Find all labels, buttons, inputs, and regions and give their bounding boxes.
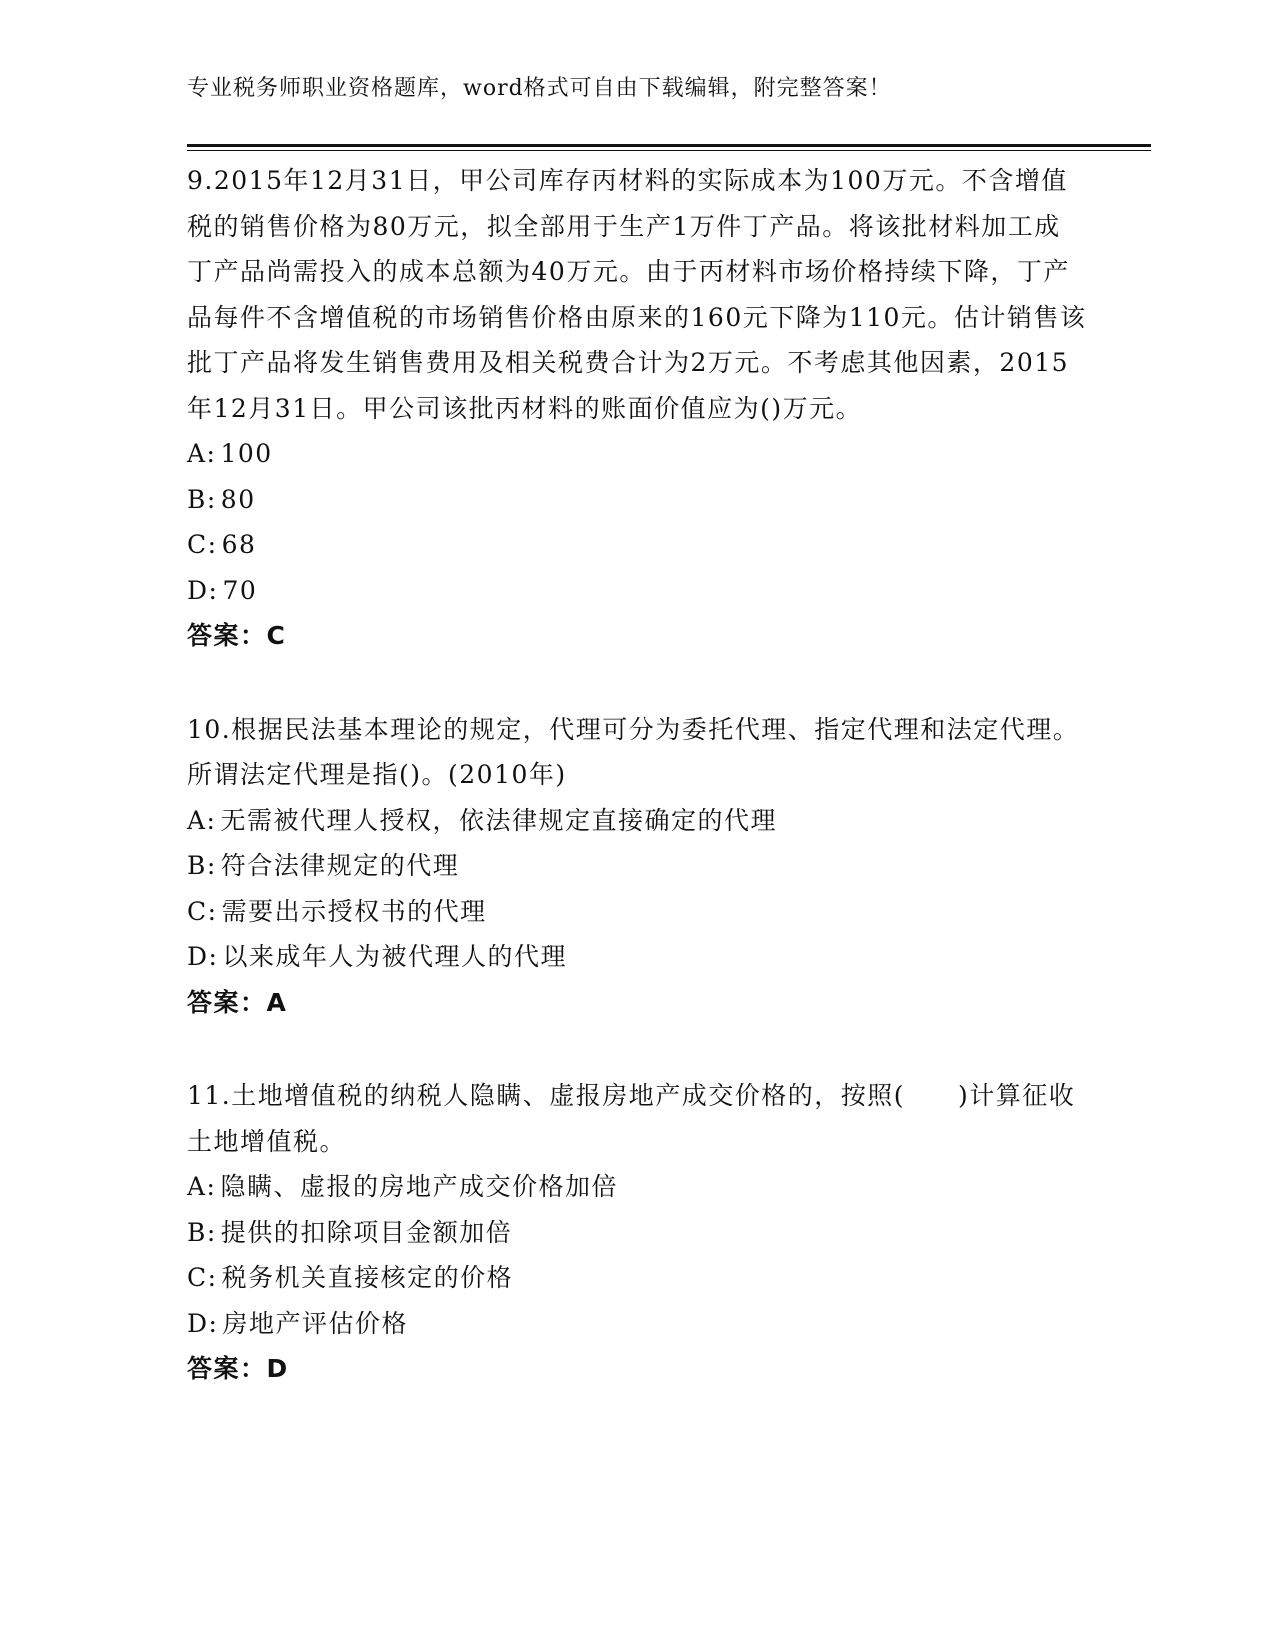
option-text: 房地产评估价格 [222, 1308, 408, 1338]
option-a [187, 431, 1087, 477]
header-rule-thin [187, 150, 1151, 151]
option-letter: C: [187, 530, 218, 559]
answer-label: 答案：C [187, 621, 287, 650]
option-d [187, 934, 1087, 980]
option-text: 需要出示授权书的代理 [221, 896, 487, 926]
option-text: 隐瞒、虚报的房地产成交价格加倍 [220, 1172, 618, 1201]
option-letter: D: [187, 575, 219, 605]
option-letter: A: [187, 805, 217, 835]
option-letter: B: [187, 484, 217, 514]
option-text: 税务机关直接核定的价格 [221, 1263, 514, 1292]
question-spacer [187, 659, 1087, 707]
option-letter: B: [187, 851, 217, 880]
option-d [187, 568, 1087, 614]
option-a [187, 1164, 1087, 1210]
option-text: 68 [221, 530, 257, 559]
option-c [187, 889, 1087, 935]
question-list [187, 158, 1087, 1392]
answer-label: 答案：A [187, 987, 288, 1017]
option-d [187, 1301, 1087, 1347]
option-text: 以来成年人为被代理人的代理 [222, 942, 567, 971]
option-a [187, 798, 1087, 844]
question-stem: 11.土地增值税的纳税人隐瞒、虚报房地产成交价格的，按照( )计算征收土地增值税。 [187, 1081, 1076, 1156]
option-text: 70 [222, 575, 258, 605]
option-letter: D: [187, 942, 219, 971]
question-11 [187, 1073, 1087, 1392]
option-letter: C: [187, 1263, 218, 1292]
option-text: 提供的扣除项目金额加倍 [220, 1217, 513, 1247]
header-rule-thick [187, 144, 1151, 147]
question-stem: 9.2015年12月31日，甲公司库存丙材料的实际成本为100万元。不含增值税的销售价格为80万元，拟全部用于生产1万件丁产品。将该批材料加工成丁产品尚需投入的成本总额为40万元。由于丙材料市场价格持续下降，丁产品每件不含增值税的市场销售价格由原来的160元下降为110元。估计销售该批丁产品将发生销售费用及相关税费合计为2万元。不考虑其他因素，2015年12月31日。甲公司该批丙材料的账面价值应为()万元。 [187, 166, 1087, 423]
answer-label: 答案：D [187, 1354, 289, 1383]
option-text: 100 [220, 439, 273, 468]
option-letter: D: [187, 1308, 219, 1338]
option-b [187, 1210, 1087, 1256]
option-text: 无需被代理人授权，依法律规定直接确定的代理 [220, 805, 777, 835]
option-c [187, 1255, 1087, 1301]
page-header: 专业税务师职业资格题库，word格式可自由下载编辑，附完整答案！ [187, 76, 892, 101]
option-letter: C: [187, 896, 218, 926]
question-spacer [187, 1025, 1087, 1073]
option-b [187, 477, 1087, 523]
option-letter: B: [187, 1217, 217, 1247]
option-text: 符合法律规定的代理 [220, 851, 460, 880]
option-letter: A: [187, 439, 217, 468]
option-text: 80 [220, 484, 256, 514]
option-letter: A: [187, 1172, 217, 1201]
option-c [187, 522, 1087, 568]
question-10 [187, 707, 1087, 1026]
question-9 [187, 158, 1087, 659]
option-b [187, 843, 1087, 889]
question-stem: 10.根据民法基本理论的规定，代理可分为委托代理、指定代理和法定代理。所谓法定代理是指()。(2010年) [187, 714, 1080, 789]
